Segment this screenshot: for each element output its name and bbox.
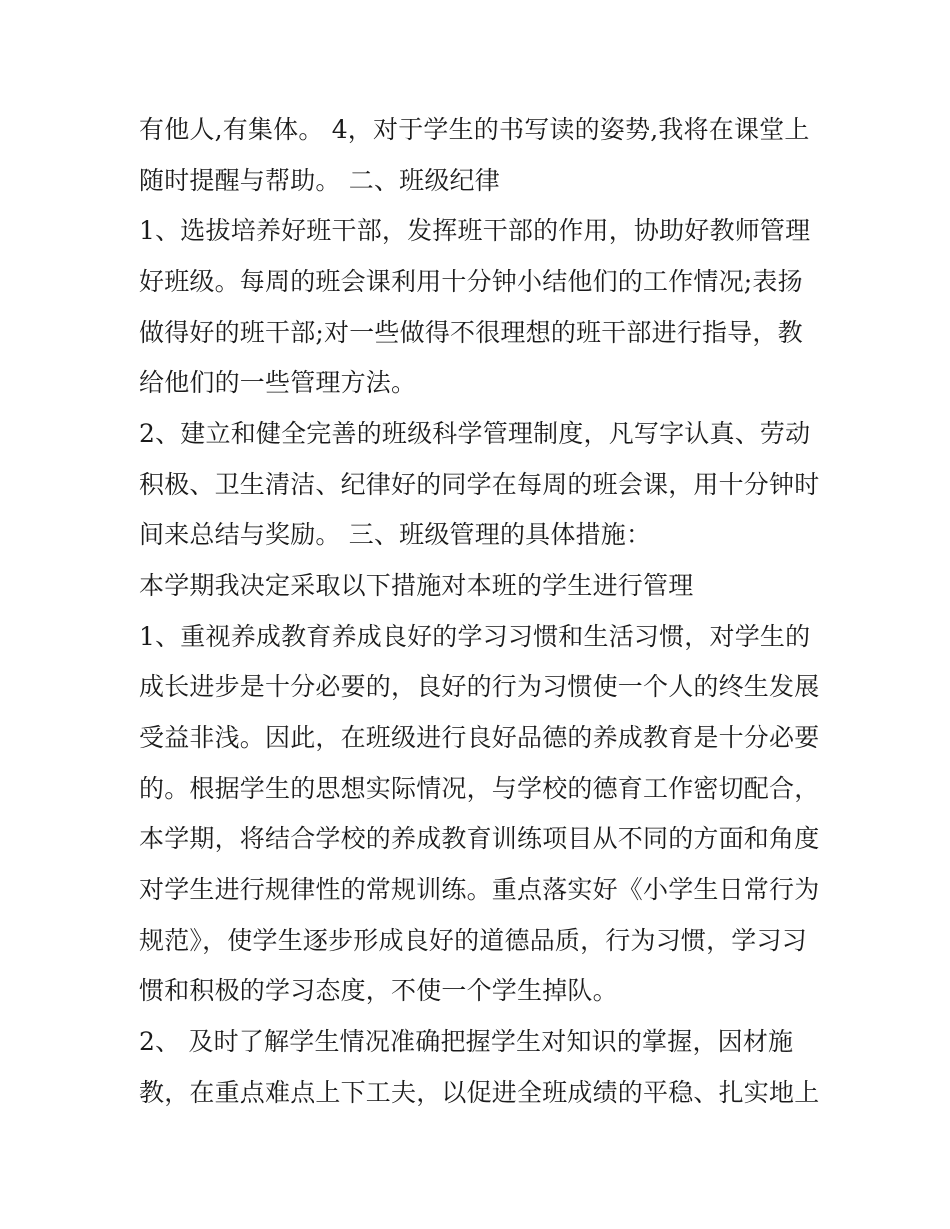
text-line: 对学生进行规律性的常规训练。重点落实好《小学生日常行为 <box>139 875 820 904</box>
text-line: 给他们的一些管理方法。 <box>139 368 417 397</box>
text-line: 规范》，使学生逐步形成良好的道德品质，行为习惯，学习习 <box>139 926 807 955</box>
text-line: 本学期我决定采取以下措施对本班的学生进行管理 <box>139 571 694 600</box>
text-line: 1、重视养成教育养成良好的学习习惯和生活习惯，对学生的 <box>139 622 811 651</box>
text-line: 做得好的班干部;对一些做得不很理想的班干部进行指导，教 <box>139 318 803 347</box>
text-line: 有他人,有集体。 4，对于学生的书写读的姿势,我将在课堂上 <box>139 115 810 144</box>
text-line: 间来总结与奖励。 三、班级管理的具体措施： <box>139 520 652 549</box>
text-line: 惯和积极的学习态度，不使一个学生掉队。 <box>139 976 618 1005</box>
text-line: 受益非浅。因此，在班级进行良好品德的养成教育是十分必要 <box>139 723 820 752</box>
text-line: 教，在重点难点上下工夫，以促进全班成绩的平稳、扎实地上 <box>139 1078 820 1107</box>
text-line: 好班级。每周的班会课利用十分钟小结他们的工作情况;表扬 <box>139 267 803 296</box>
text-line: 成长进步是十分必要的，良好的行为习惯使一个人的终生发展 <box>139 672 820 701</box>
text-line: 积极、卫生清洁、纪律好的同学在每周的班会课，用十分钟时 <box>139 470 820 499</box>
text-line: 1、选拔培养好班干部，发挥班干部的作用，协助好教师管理 <box>139 216 811 245</box>
text-line: 2、 及时了解学生情况准确把握学生对知识的掌握，因材施 <box>139 1027 794 1056</box>
text-line: 本学期，将结合学校的养成教育训练项目从不同的方面和角度 <box>139 824 820 853</box>
text-line: 2、建立和健全完善的班级科学管理制度，凡写字认真、劳动 <box>139 419 811 448</box>
text-line: 随时提醒与帮助。 二、班级纪律 <box>139 166 500 195</box>
text-line: 的。根据学生的思想实际情况，与学校的德育工作密切配合， <box>139 774 820 803</box>
